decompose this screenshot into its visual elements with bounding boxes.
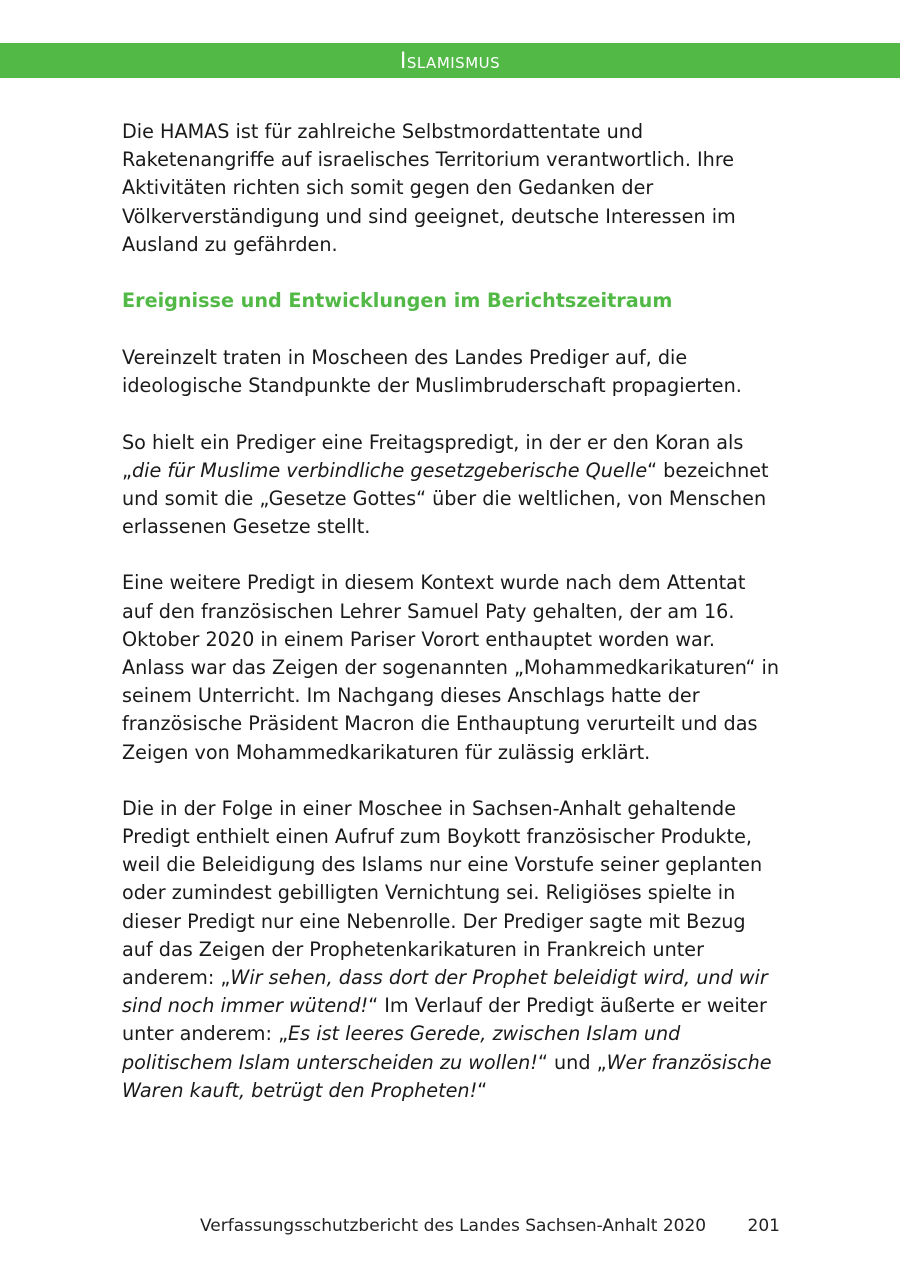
section-title: Islamismus bbox=[399, 49, 501, 74]
text-run: “ bezeichnet und somit die „Gesetze Gottes“ über die weltlichen, von Menschen erlassenen Gesetze stellt. bbox=[122, 458, 769, 539]
text-run: “ und „ bbox=[537, 1050, 607, 1074]
text-run: So hielt ein Prediger eine Freitagspredigt, in der er den Koran als „ bbox=[122, 430, 744, 482]
text-run: Die in der Folge in einer Moschee in Sachsen-Anhalt gehaltende Predigt enthielt einen Aufruf zum Boykott französischer Produkte, weil die Beleidigung des Islams nur eine Vorstufe seiner geplanten oder zumindest gebilligten Vernichtung sei. Religiöses spielte in dieser Predigt nur eine Nebenrolle. Der Prediger sagte mit Bezug auf das Zeigen der Prophetenkarikaturen in Frankreich unter anderem: „ bbox=[122, 796, 763, 990]
quote-italic: Es ist leeres Gerede, zwischen Islam und politischem Islam unterscheiden zu wollen! bbox=[122, 1022, 681, 1074]
text-run: “ Im Verlauf der Predigt äußerte er weiter unter anderem: „ bbox=[122, 994, 767, 1046]
section-header-bar bbox=[0, 43, 900, 78]
quote-italic: Wir sehen, dass dort der Prophet beleidigt wird, und wir sind noch immer wütend! bbox=[122, 966, 768, 1018]
quote-italic: Wer französische Waren kauft, betrügt den Propheten! bbox=[122, 1050, 772, 1102]
quote-italic: die für Muslime verbindliche gesetzgeberische Quelle bbox=[131, 458, 648, 482]
paragraph-hamas: Die HAMAS ist für zahlreiche Selbstmordattentate und Raketenangriffe auf israelisches Territorium verantwortlich. Ihre Aktivitäten richten sich somit gegen den Gedanken der Völkerverständigung und sind geeignet, deutsche Interessen im Ausland zu gefährden. bbox=[122, 120, 736, 256]
page-body bbox=[122, 118, 782, 1133]
page-number: 201 bbox=[747, 1216, 780, 1236]
section-heading: Ereignisse und Entwicklungen im Berichtszeitraum bbox=[122, 289, 673, 313]
paragraph-freitagspredigt bbox=[122, 429, 782, 542]
footer-report-title: Verfassungsschutzbericht des Landes Sachsen-Anhalt 2020 bbox=[200, 1216, 707, 1236]
text-run: “ bbox=[477, 1078, 488, 1102]
paragraph-samuel-paty: Eine weitere Predigt in diesem Kontext wurde nach dem Attentat auf den französischen Lehrer Samuel Paty gehalten, der am 16. Oktober 2020 in einem Pariser Vorort enthauptet worden war. Anlass war das Zeigen der sogenannten „Mohammedkarikaturen“ in seinem Unterricht. Im Nachgang dieses Anschlags hatte der französische Präsident Macron die Enthauptung verurteilt und das Zeigen von Mohammedkarikaturen für zulässig erklärt. bbox=[122, 571, 780, 764]
paragraph-prediger: Vereinzelt traten in Moscheen des Landes Prediger auf, die ideologische Standpunkte der Muslimbruderschaft propagierten. bbox=[122, 346, 742, 398]
paragraph-boykott bbox=[122, 795, 782, 1105]
